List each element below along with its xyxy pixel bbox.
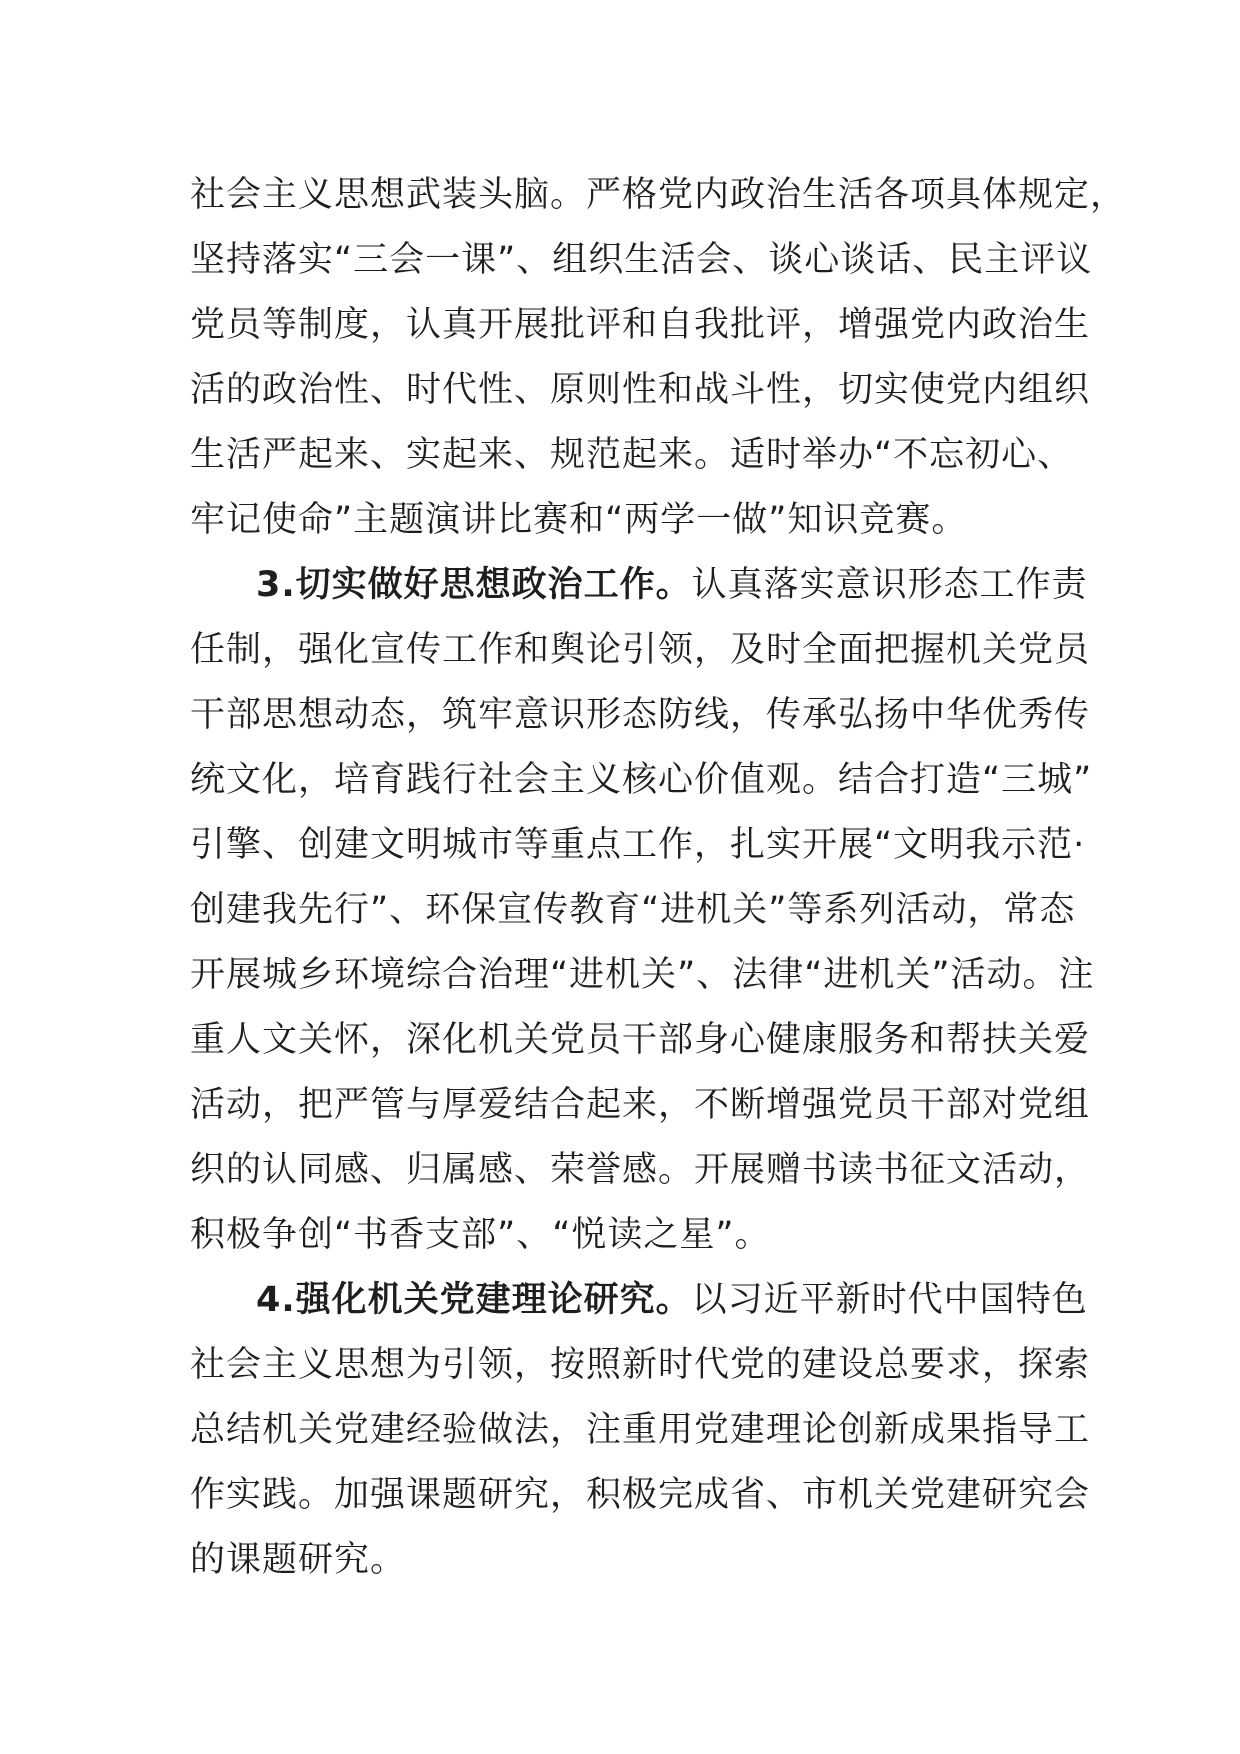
text-line: 重人文关怀，深化机关党员干部身心健康服务和帮扶关爱 — [190, 1020, 1091, 1060]
text-line: 创建我先行”、环保宣传教育“进机关”等系列活动，常态 — [190, 890, 1076, 930]
text-line: 社会主义思想为引领，按照新时代党的建设总要求，探索 — [190, 1345, 1091, 1385]
section-3-first-line-text: 认真落实意识形态工作责 — [691, 565, 1088, 605]
text-line: 任制，强化宣传工作和舆论引领，及时全面把握机关党员 — [190, 630, 1091, 670]
text-line: 党员等制度，认真开展批评和自我批评，增强党内政治生 — [190, 305, 1091, 345]
section-4-first-line-text: 以习近平新时代中国特色 — [691, 1280, 1088, 1320]
paragraph-continuation — [190, 163, 1127, 553]
text-line: 活的政治性、时代性、原则性和战斗性，切实使党内组织 — [190, 370, 1091, 410]
section-3-first-line — [190, 553, 1088, 618]
text-line: 社会主义思想武装头脑。严格党内政治生活各项具体规定， — [190, 175, 1127, 215]
text-line: 总结机关党建经验做法，注重用党建理论创新成果指导工 — [190, 1410, 1091, 1450]
text-line: 引擎、创建文明城市等重点工作，扎实开展“文明我示范· — [190, 825, 1086, 865]
section-3-heading: 3.切实做好思想政治工作。 — [256, 565, 692, 605]
document-body — [190, 163, 1127, 1593]
section-4-heading: 4.强化机关党建理论研究。 — [256, 1280, 692, 1320]
text-line: 坚持落实“三会一课”、组织生活会、谈心谈话、民主评议 — [190, 240, 1093, 280]
text-line: 开展城乡环境综合治理“进机关”、法律“进机关”活动。注 — [190, 955, 1095, 995]
text-line: 生活严起来、实起来、规范起来。适时举办“不忘初心、 — [190, 435, 1074, 475]
section-4-paragraph — [190, 1268, 1091, 1593]
text-line: 牢记使命”主题演讲比赛和“两学一做”知识竞赛。 — [190, 500, 968, 540]
text-line: 作实践。加强课题研究，积极完成省、市机关党建研究会 — [190, 1475, 1091, 1515]
text-line: 干部思想动态，筑牢意识形态防线，传承弘扬中华优秀传 — [190, 695, 1091, 735]
text-line: 积极争创“书香支部”、“悦读之星”。 — [190, 1215, 771, 1255]
text-line: 的课题研究。 — [190, 1540, 407, 1580]
section-4-first-line — [190, 1268, 1088, 1333]
section-3-paragraph — [190, 553, 1095, 1268]
text-line: 统文化，培育践行社会主义核心价值观。结合打造“三城” — [190, 760, 1093, 800]
text-line: 活动，把严管与厚爱结合起来，不断增强党员干部对党组 — [190, 1085, 1091, 1125]
text-line: 织的认同感、归属感、荣誉感。开展赠书读书征文活动， — [190, 1150, 1091, 1190]
